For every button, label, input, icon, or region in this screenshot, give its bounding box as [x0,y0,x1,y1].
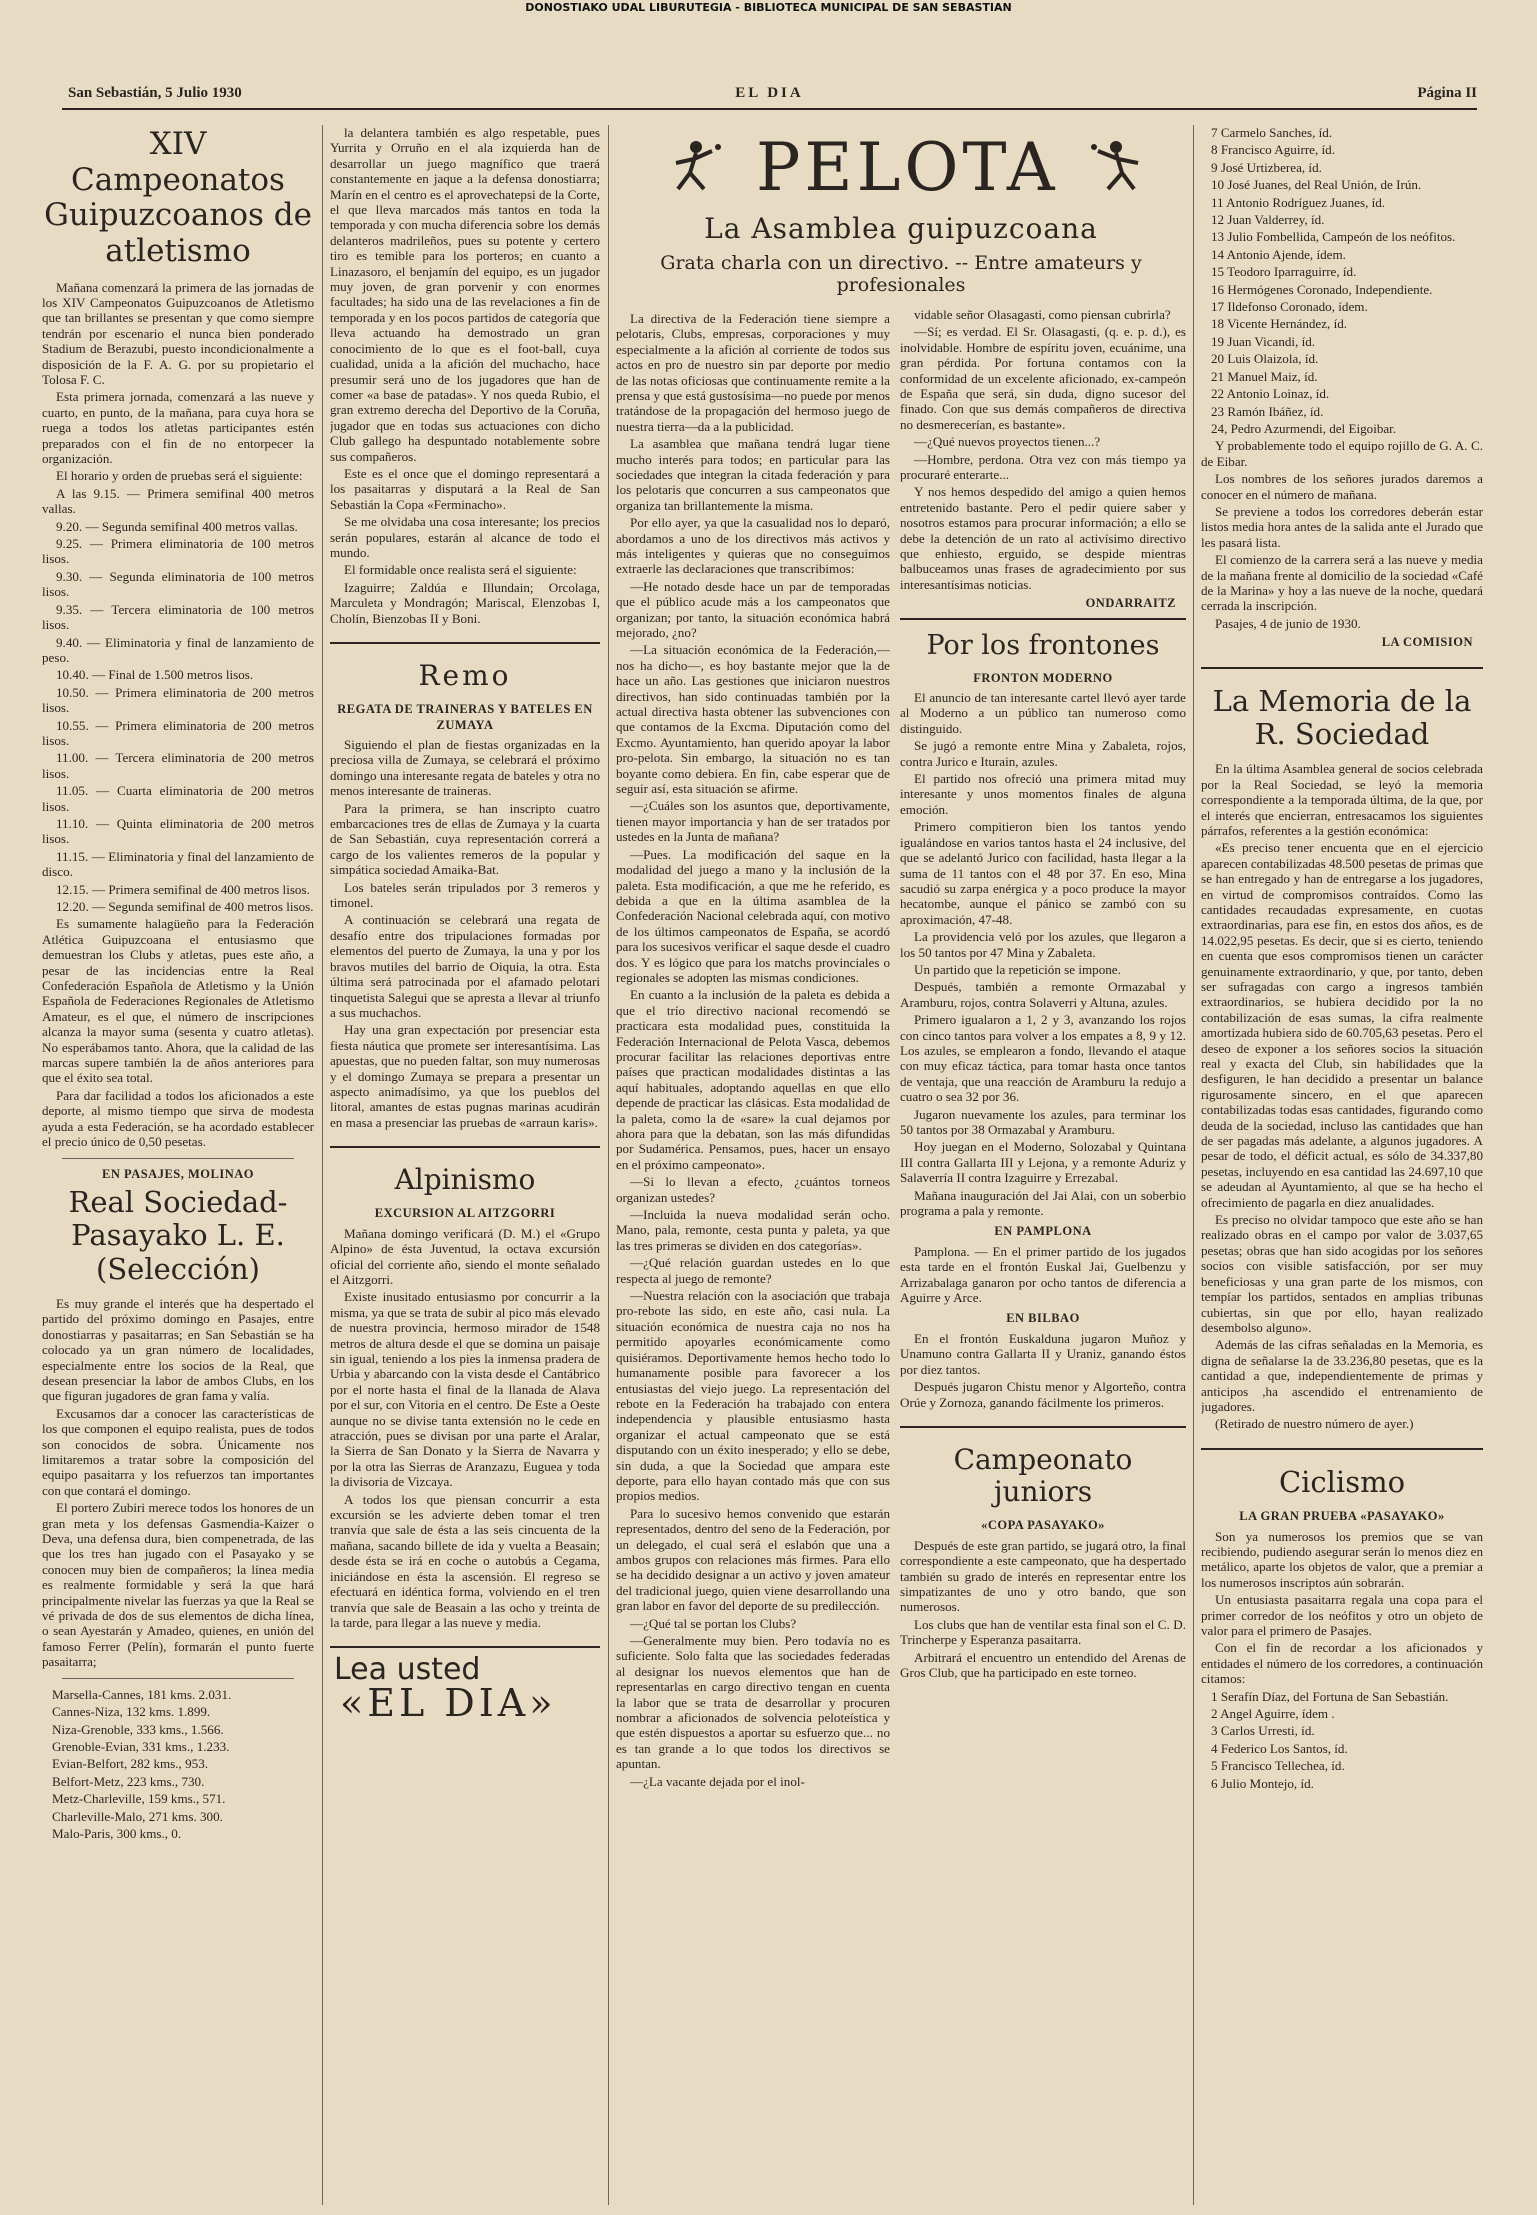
paragraph: Son ya numerosos los premios que se van recibiendo, pudiendo asegurar serán lo menos diez en metálico, aparte los objetos de valor, que a premiar a los numerosos inscriptos aún sobrarán. [1201,1528,1483,1590]
paragraph: Pasajes, 4 de junio de 1930. [1215,615,1361,631]
paragraph: El partido nos ofreció una primera mitad muy interesante y unos momentos finales de alguna emoción. [900,771,1186,817]
paragraph: Por ello ayer, ya que la casualidad nos lo deparó, abordamos a uno de los directivos más activos y más inteligentes y quieras que no conseguimos extraerle las declaraciones que transcribimos: [616,515,890,577]
list-line: 20 Luis Olaizola, íd. [1211,351,1319,367]
frontones-section [900,618,1186,1410]
paragraph: A continuación se celebrará una regata de desafío entre dos tripulaciones formadas por elementos del puerto de Zumaya, la una y por los bravos mutiles del barrio de Oiquia, la otra. Esta última será patrocinada por el afamado pelotari tinquetista Salegui que se apresta a llevar al triunfo a sus muchachos. [330,912,600,1020]
list-line: 13 Julio Fombellida, Campeón de los neófitos. [1211,229,1456,245]
runner-list-continued [1201,125,1483,436]
paragraph: La asamblea que mañana tendrá lugar tiene mucho interés para todos; en particular para las sociedades que integran la citada federación y para los pelotaris que concurren a sus campeonatos que organiza tan brillantemente la misma. [616,436,890,513]
list-line: 5 Francisco Tellechea, íd. [1211,1758,1345,1774]
list-line: 6 Julio Montejo, íd. [1211,1775,1314,1791]
subhead-pamplona: EN PAMPLONA [994,1224,1092,1239]
paragraph: —Generalmente muy bien. Pero todavía no es suficiente. Solo falta que las sociedades federadas al designar los nuevos elementos que han de representarlas en cargo directivo tengan en cuenta la labor que se trata de desarrollar y procuren nombrar a aficionados de solvencia peloteística y que estén dispuestos a aportar su esfuerzo que... no es tan grande a lo que todos los directivos se apuntan. [616,1633,890,1772]
list-line: Metz-Charleville, 159 kms., 571. [52,1791,226,1807]
article-body-bilbao [900,1331,1186,1410]
article-title-juniors: Campeonato juniors [953,1442,1133,1509]
paragraph: En el frontón Euskalduna jugaron Muñoz y Unamuno contra Gallarta II y Uraniz, ganando éstos por diez tantos. [900,1330,1186,1377]
byline-signature: ONDARRAITZ [1085,596,1176,611]
paragraph: Es sumamente halagüeño para la Federación Atlética Guipuzcoana el entusiasmo que demuestran los Clubs y atletas, pues este año, a pesar de las incidencias entre la Real Confederación Española de Atletismo y la Unión Española de Federaciones Regionales de Atletismo Amateur, es el que, el número de inscripciones alcanza la mayor suma (sesenta y cuatro atletas). No esperábamos tanto. Ahora, que la calidad de las marcas supere también la de años anteriores para que el éxito sea total. [42,916,314,1086]
article-title-alpinismo: Alpinismo [394,1163,536,1197]
list-line: Malo-Paris, 300 kms., 0. [52,1825,182,1841]
paragraph: 9.20. — Segunda semifinal 400 metros vallas. [56,518,298,534]
paragraph: El horario y orden de pruebas será el siguiente: [56,468,303,484]
paragraph: —Incluida la nueva modalidad serán ocho. Mano, pala, remonte, cesta punta y paleta, ya que las tres primeras se dividen en dos categorías». [616,1207,890,1253]
paragraph: Para la primera, se han inscripto cuatro embarcaciones tres de ellas de Zumaya y la cuarta de San Sebastián, cuya representación correrá a cargo de los valientes remeros de la popular y simpática sociedad Amaika-Bat. [330,800,600,878]
article-body-remo [330,737,600,1130]
article-title-memoria: La Memoria de la R. Sociedad [1212,683,1472,751]
paragraph: Después de este gran partido, se jugará otro, la final correspondiente a este campeonato, que ha despertado también su grado de interés en representar entre los simpatizantes de uno y otro bando, que son numerosos. [900,1537,1186,1615]
paragraph: Mañana comenzará la primera de las jornadas de los XIV Campeonatos Guipuzcoanos de Atletismo que tan brillantes se presentan y que como siempre tendrán por escenario el nunca bien ponderado Stadium de Berazubi, puesto incondicionalmente a disposición de la F. A. G. por su propietario el Tolosa F. C. [42,279,314,387]
section-kicker: EN PASAJES, MOLINAO [102,1166,254,1181]
runner-list [1201,1689,1483,1791]
article-body-juniors [900,1538,1186,1681]
paragraph: La directiva de la Federación tiene siempre a pelotaris, Clubs, empresas, corporaciones y muy especialmente a la afición al corriente de todos sus actos en pro de nuestro sin par deporte por medio de las notas oficiosas que continuamente remite a la prensa y que está gustosísima—no puede por menos tratándose de la propagación del hermoso juego de nuestra tierra—da a la publicidad. [616,310,890,434]
list-line: 22 Antonio Loinaz, íd. [1211,386,1330,402]
list-line: Grenoble-Evian, 331 kms., 1.233. [52,1738,230,1754]
memoria-section [1201,667,1483,1432]
paragraph: Los nombres de los señores jurados daremos a conocer en el número de mañana. [1201,471,1483,502]
byline-signature: LA COMISION [1381,635,1473,650]
paragraph: —La situación económica de la Federación,—nos ha dicho—, es hoy bastante mejor que la de hace un año. Las gestiones que iniciaron nuestros directivos, han sido continuadas también por la actual directiva hasta obtener las subvenciones con que contamos de la Excma. Diputación como del Excmo. Ayuntamiento, han querido apoyar la labor pro-pelota. Sin embargo, la situación no es tan boyante como debiera. En fin, cabe esperar que de seguir así, esta situación se afirme. [616,642,890,797]
paragraph: Con el fin de recordar a los aficionados y entidades el número de los corredores, a continuación citamos: [1201,1640,1483,1687]
paragraph: Hay una gran expectación por presenciar esta fiesta náutica que promete ser interesantísima. Las apuestas, que no pueden faltar, son muy numerosas y el domingo Zumaya se prepara a presentar un aspecto animadísimo, ya que los pueblos del litoral, amantes de estas pugnas marinas acudirán en masa a presenciar las pruebas de «arraun karis». [330,1022,600,1130]
paragraph: Este es el once que el domingo representará a los pasaitarras y disputará a la Real de San Sebastián la Copa «Ferminacho». [330,465,600,512]
divider [62,1158,294,1159]
paragraph: Es muy grande el interés que ha despertado el partido del próximo domingo en Pasajes, entre donostiarras y pasaitarras; en San Sebastián se ha colocado ya un gran número de localidades, especialmente entre los socios de la Real, que desean presenciar la labor de ambos Clubs, en los que figuran jugadores de gran fama y valía. [42,1295,314,1404]
paragraph: Pamplona. — En el primer partido de los jugados esta tarde en el frontón Euskal Jai, Guelbenzu y Arrizabalaga ganaron por ocho tantos de diferencia a Aguirre y Arce. [900,1243,1186,1306]
subhead-moderno: FRONTON MODERNO [973,670,1113,685]
article-title-real-sociedad: Real Sociedad-Pasayako L. E. (Selección) [68,1184,288,1286]
paragraph: Esta primera jornada, comenzará a las nueve y cuarto, en punto, de la mañana, para cuya hora se ruega a todos los atletas participantes estén preparados con el fin de no entorpecer la organización. [42,389,314,467]
article-body-moderno [900,690,1186,1218]
juniors-section [900,1426,1186,1680]
paragraph: Para lo sucesivo hemos convenido que estarán representados, dentro del seno de la Federación, por un delegado, el cual será el eslabón que una a ambos grupos con relaciones más firmes. Para ello se ha decidido designar a un activo y joven amateur del tradicional juego, quien viene desarrollando una gran labor en favor del deporte de su predilección. [616,1505,890,1614]
list-line: 16 Hermógenes Coronado, Independiente. [1211,281,1433,297]
article-title-frontones: Por los frontones [926,629,1160,661]
section-title-pelota: PELOTA [756,129,1059,206]
list-line: 1 Serafín Díaz, del Fortuna de San Sebastián. [1211,1688,1449,1704]
paragraph: 10.55. — Primera eliminatoria de 200 metros lisos. [42,717,314,748]
list-line: Marsella-Cannes, 181 kms. 2.031. [52,1686,232,1702]
paragraph: 9.40. — Eliminatoria y final de lanzamiento de peso. [42,634,314,665]
subhead-pasayako: LA GRAN PRUEBA «PASAYAKO» [1239,1509,1445,1524]
paragraph: 10.50. — Primera eliminatoria de 200 metros lisos. [42,684,314,716]
column-rule [608,125,609,2205]
paragraph: —¿La vacante dejada por el inol- [630,1773,805,1789]
article-body-continued [330,125,600,626]
paragraph: Los clubs que han de ventilar esta final son el C. D. Trincherpe y Esperanza pasaitarra. [900,1616,1186,1648]
list-line: 14 Antonio Ajende, ídem. [1211,246,1346,262]
paragraph: la delantera también es algo respetable, pues Yurrita y Orruño en el ala izquierda han de desarrollar un juego magnífico que traerá constantemente en jaque a la defensa donostiarra; Marín en el centro es el aprovechatepsi de la Corte, el que lleva marcados más tantos en toda la temporada y con mucha diferencia sobre los demás delanteros madrileños, pues su potente y certero tiro es temible para los porteros; en cuanto a Linazasoro, el benjamín del equipo, es un jugador muy joven, de gran porvenir y con enormes facultades; ha sido una de las revelaciones a fin de temporada y en los pocos partidos de categoría que lleva actuando ha demostrado un gran conocimiento de lo que es el foot-ball, cuya cualidad, unida a la afición del muchacho, hace presumir será uno de los jugadores que han de comer «a base de patadas». Y nos queda Rubio, el gran extremo derecha del Deportivo de la Coruña, jugador que en todas sus actuaciones con dicho Club gallego ha despuntado notablemente sobre sus compañeros. [330,125,600,464]
paragraph: Existe inusitado entusiasmo por concurrir a la misma, ya que se trata de subir al pico más elevado de nuestra provincia, hermoso mirador de 1548 metros de altura desde el que se domina un paisaje sin igual, teniendo a los pies la inmensa pradera de Urbia y abarcando con la vista desde el Cantábrico por el norte hasta el final de la llanada de Alava por el sur, con Vitoria en el centro. De Este a Oeste aunque no se divise tanta extensión no le cede en atracción, pues se divisan por una parte el Aralar, la Sierra de San Donato y la Sierra de Navarra y por la otra las Sierras de Aranzazu, Euguea y toda la divisoria de Vizcaya. [330,1289,600,1490]
paragraph: Hoy juegan en el Moderno, Solozabal y Quintana III contra Gallarta III y Lejona, y a remonte Aduriz y Salaverría II contra Izaguirre y Errezabal. [900,1139,1186,1186]
paragraph: Un partido que la repetición se impone. [914,961,1121,977]
ad-headline: Lea usted [334,1652,481,1688]
paragraph: Un entusiasta pasaitarra regala una copa para el primer corredor de los neófitos y otro un objeto de valor para el primero de Pasajes. [1201,1592,1483,1638]
asamblea-column-b [900,307,1186,2200]
page-header [62,80,1477,110]
column-2 [330,125,600,2200]
issue-date: San Sebastián, 5 Julio 1930 [68,85,242,101]
pelotari-icon [1086,137,1156,197]
paragraph: 12.15. — Primera semifinal de 400 metros lisos. [56,881,310,897]
article-subtitle-asamblea: Grata charla con un directivo. -- Entre amateurs y profesionales [660,252,1142,297]
article-body-real-sociedad [42,1296,314,1670]
ciclismo-section [1201,1448,1483,1791]
paragraph: Mañana inauguración del Jai Alai, con un soberbio programa a pala y remonte. [900,1187,1186,1219]
paragraph: Primero compitieron bien los tantos yendo igualándose en varios tantos hasta el 24 inclusive, del que se adelantó Jurico con facilidad, hasta llegar a la suma de 11 tantos con el 48 por 37. En eso, Mina sacudió su zarpa enérgica y a poco produce la mayor hecatombe, aunque el pánico se zambó con su aproximación, 47-48. [900,819,1186,927]
list-line: 9 José Urtizberea, íd. [1211,159,1322,175]
article-subtitle-aitzgorri: EXCURSION AL AITZGORRI [374,1206,556,1221]
list-line: Belfort-Metz, 223 kms., 730. [52,1773,205,1789]
column-3 [616,125,1186,2200]
pelotari-icon [656,137,726,197]
paragraph: Se previene a todos los corredores deberán estar listos media hora antes de la salida ante el Jurado que les pasará lista. [1201,503,1483,550]
article-body-pamplona [900,1244,1186,1306]
paragraph: La providencia veló por los azules, que llegaron a los 50 tantos por 47 Mina y Zabaleta. [900,929,1186,960]
paragraph: Excusamos dar a conocer las características de los que componen el equipo realista, pues de todos son conocidos de sobra. Únicamente nos limitaremos a tratar sobre la composición del equipo pasaitarra y los refuerzos tan importantes con que contará el domingo. [42,1405,314,1498]
list-line: Evian-Belfort, 282 kms., 953. [52,1756,209,1772]
list-line: 4 Federico Los Santos, íd. [1211,1740,1348,1756]
subhead-bilbao: EN BILBAO [1006,1311,1080,1326]
alpinismo-section [330,1146,600,1630]
paragraph: 9.25. — Primera eliminatoria de 100 metros lisos. [42,536,314,567]
paragraph: —Pues. La modificación del saque en la modalidad del juego a mano y la inclusión de la paleta. Esta modificación, a que me he referido, es debida a que en la última asamblea de la Confederación Nacional celebrada aquí, con motivo de los últimos campeonatos de España, se acordó para los sucesivos verificar el saque desde el cuadro dos. Y es lógico que para los matchs provinciales o regionales se adopten las mismas condiciones. [616,846,890,985]
article-body-memoria [1201,761,1483,1431]
article-body-ciclismo [1201,1529,1483,1687]
paragraph: Arbitrará el encuentro un entendido del Arenas de Gros Club, que ha participado en este torneo. [900,1649,1186,1680]
newspaper-name: EL DIA [735,85,804,101]
paragraph: Además de las cifras señaladas en la Memoria, es digna de señalarse la de 33.236,80 pesetas, que es la cantidad a que, independientemente de primas y anticipos ,ha ascendido el entrenamiento de jugadores. [1201,1337,1483,1414]
advertisement [330,1646,600,1725]
asamblea-column-a [616,311,890,2200]
list-line: 19 Juan Vicandi, íd. [1211,333,1316,349]
paragraph: El formidable once realista será el siguiente: [344,562,577,578]
paragraph: —Sí; es verdad. El Sr. Olasagasti, (q. e. p. d.), es inolvidable. Hombre de espíritu joven, ecuánime, una gran pérdida. Por fortuna contamos con la conformidad de un excelente aficionado, ex-campeón de España que será, sin duda, digno sucesor del finado. Con que sus demás compañeros de directiva no desmerecerían, es bastante». [900,324,1186,432]
list-line: 11 Antonio Rodríguez Juanes, íd. [1211,194,1386,210]
list-line: Cannes-Niza, 132 kms. 1.899. [52,1704,211,1720]
paragraph: —¿Qué nuevos proyectos tienen...? [914,434,1101,450]
article-body-atletismo [42,280,314,1150]
paragraph: Se jugó a remonte entre Mina y Zabaleta, rojos, contra Jurico e Iturain, azules. [900,738,1186,769]
list-line: 12 Juan Valderrey, íd. [1211,212,1325,228]
paragraph: Primero igualaron a 1, 2 y 3, avanzando los rojos con cinco tantos para volver a los empates a 8, 9 y 12. Los azules, se emplearon a fondo, llevando el ataque con muy eficaz táctica, para tomar hasta once tantos de ventaja, que una reacción de Aramburu la redujo a cuatro o sea 32 por 36. [900,1012,1186,1105]
paragraph: Después jugaron Chistu menor y Algorteño, contra Orúe y Zornoza, ganando fácilmente los primeros. [900,1379,1186,1410]
paragraph: —Hombre, perdona. Otra vez con más tiempo ya procuraré enterarte... [900,451,1186,482]
paragraph: 11.15. — Eliminatoria y final del lanzamiento de disco. [42,848,314,880]
paragraph: vidable señor Olasagasti, como piensan cubrirla? [914,306,1171,322]
article-title-remo: Remo [418,659,512,692]
list-line: 23 Ramón Ibáñez, íd. [1211,403,1324,419]
paragraph: Mañana domingo verificará (D. M.) el «Grupo Alpino» de ésta Juventud, la octava excursión oficial del corriente año, siendo el monte señalado el Aitzgorri. [330,1225,600,1287]
paragraph: 10.40. — Final de 1.500 metros lisos. [56,667,254,683]
paragraph: 11.00. — Tercera eliminatoria de 200 metros lisos. [42,750,314,781]
paragraph: En la última Asamblea general de socios celebrada por la Real Sociedad, se leyó la memoria correspondiente a la temporada última, de la que, por el interés que encierran, entresacamos los siguientes párrafos, referentes a la gestión económica: [1201,761,1483,838]
page-number: Página II [1417,85,1477,101]
paragraph: —Nuestra relación con la asociación que trabaja pro-rebote las sido, en este año, casi nula. La situación económica de nuestra caja no nos ha permitido apoyarles económicamente como quisiéramos. Deportivamente hemos hecho todo lo humanamente posible para favorecer a los entusiastas del viejo juego. La representación del rebote en la Federación ha trabajado con entera independencia y plausible entusiasmo hasta organizar el actual campeonato que se está disputando con un éxito inesperado; y ello se debe, sin duda, a que la Sociedad que ampara este deporte, para ello hayan contado más que con sus propios medios. [616,1288,890,1504]
column-rule [1193,125,1194,2205]
paragraph: —¿Qué relación guardan ustedes en lo que respecta al juego de remonte? [616,1255,890,1286]
article-title-ciclismo: Ciclismo [1278,1464,1406,1499]
paragraph: «Es preciso tener encuenta que en el ejercicio aparecen contabilizadas 48.500 pesetas de primas que se han entregado y han de entregarse a los jugadores, en virtud de compromisos contraídos. Como las cantidades recaudadas expresamente, en cuotas extraordinarias, para ese fin, en estos dos años, es de 14.022,95 pesetas. Es decir, que si es cierto, teniendo en cuenta que esos compromisos tienen un carácter genuinamente extraordinario, y que, por tanto, deben ser sufragadas con cargo a ingresos también extraordinarios, se hubiera decidido por la no contabilización de esas sumas, la cifra realmente amortizada hubiera sido de 60.705,63 pesetas. Pero el deseo de exponer a los señores socios la situación real y exacta del Club, sin habilidades que la desfiguren, le han decidido a presentar un balance rigurosamente sincero, en el que aparecen contabilizadas todas esas cantidades, figurando como deuda de la sociedad, incluso las cantidades que han de ser pagadas más adelante, a algunos jugadores. A pesar de todo, el déficit actual, es sólo de 34.337,80 pesetas, incluyendo en esa cantidad las 24.697,10 que se adeudan al Ayuntamiento, al que se ha hecho el ofrecimiento de pagarla en diez anualidades. [1201,840,1483,1210]
list-line: 10 José Juanes, del Real Unión, de Irún. [1211,177,1422,193]
paragraph: —¿Cuáles son los asuntos que, deportivamente, tienen mayor importancia y han de ser tratados por ustedes en la Junta de mañana? [616,798,890,845]
paragraph: Los bateles serán tripulados por 3 remeros y timonel. [330,879,600,911]
paragraph: Para dar facilidad a todos los aficionados a este deporte, al mismo tiempo que sirva de modesta ayuda a esta Federación, se ha acordado establecer el precio único de 0,50 pesetas. [42,1087,314,1150]
archive-watermark: DONOSTIAKO UDAL LIBURUTEGIA - BIBLIOTECA MUNICIPAL DE SAN SEBASTIAN [525,1,1012,14]
paragraph: El comienzo de la carrera será a las nueve y media de la mañana frente al domicilio de la sociedad «Café de la Marina» y hoy a las nueve de la noche, quedará cerrada la inscripción. [1201,552,1483,614]
paragraph: Y probablemente todo el equipo rojillo de G. A. C. de Eibar. [1201,438,1483,469]
paragraph: 9.35. — Tercera eliminatoria de 100 metros lisos. [42,601,314,633]
list-line: 7 Carmelo Sanches, íd. [1211,125,1333,140]
list-line: Niza-Grenoble, 333 kms., 1.566. [52,1721,224,1737]
paragraph: El anuncio de tan interesante cartel llevó ayer tarde al Moderno a un público tan numeroso como distinguido. [900,690,1186,736]
paragraph: Jugaron nuevamente los azules, para terminar los 50 tantos por 38 Ormazabal y Aramburu. [900,1106,1186,1138]
ad-paper-name: «EL DIA» [340,1680,557,1725]
article-subtitle-regata: REGATA DE TRAINERAS Y BATELES EN ZUMAYA [337,702,593,732]
paragraph: A las 9.15. — Primera semifinal 400 metros vallas. [42,485,314,517]
list-line: Charleville-Malo, 271 kms. 300. [52,1808,223,1824]
column-4 [1201,125,1483,2200]
article-title-asamblea: La Asamblea guipuzcoana [704,212,1098,245]
list-line: 3 Carlos Urresti, íd. [1211,1723,1315,1739]
pelota-body [616,306,1186,2200]
article-body-asamblea-cont [900,307,1186,592]
article-body-pasajes [1201,438,1483,631]
list-line: 21 Manuel Maiz, íd. [1211,368,1318,384]
list-line: 2 Angel Aguirre, ídem . [1211,1705,1335,1721]
list-line: 17 Ildefonso Coronado, ídem. [1211,299,1368,315]
paragraph: Es preciso no olvidar tampoco que este año se han realizado obras en el campo por valor de 3.037,65 pesetas; obras que han sido acogidas por los señores socios con visible satisfacción, por ser muy beneficiosas y una gran parte de los mismos, con tempíar los partidos, sentados en amplias tribunas cubiertas, sin que por ello, hayan realizado desembolso alguno». [1201,1212,1483,1335]
paragraph: Y nos hemos despedido del amigo a quien hemos entretenido bastante. Pero el pedir quiere saber y nosotros estamos para procurar información; a ello se debe la detención de un rato al activísimo directivo que enhiesto, erguido, se despide mientras balbuceamos unas frases de agradecimiento por sus interesantísimas noticias. [900,484,1186,592]
list-line: 15 Teodoro Iparraguirre, íd. [1211,264,1357,280]
paragraph: —He notado desde hace un par de temporadas que el público acude más a los campeonatos que organizan; por tanto, la situación económica habrá mejorado, ¿no? [616,578,890,640]
divider [62,1678,294,1679]
list-line: 18 Vicente Hernández, íd. [1211,316,1348,332]
paragraph: —¿Qué tal se portan los Clubs? [630,1615,797,1631]
article-title-atletismo: XIV Campeonatos Guipuzcoanos de atletismo [44,126,312,269]
subhead-copa: «COPA PASAYAKO» [981,1518,1105,1533]
stage-list [42,1687,314,1842]
column-1 [42,125,314,2200]
pelota-masthead [616,125,1186,211]
paragraph: Se me olvidaba una cosa interesante; los precios serán populares, estarán al alcance de todo el mundo. [330,514,600,560]
paragraph: 11.10. — Quinta eliminatoria de 200 metros lisos. [42,815,314,847]
paragraph: Después, también a remonte Ormazabal y Aramburu, rojos, contra Solaverri y Altuna, azules. [900,979,1186,1010]
list-line: 24, Pedro Azurmendi, del Eigoibar. [1211,420,1397,436]
remo-section [330,642,600,1130]
paragraph: Izaguirre; Zaldúa e Illundain; Orcolaga, Marculeta y Mondragón; Mariscal, Elenzobas I, Cholín, Bienzobas II y Boni. [330,579,600,626]
paragraph: Siguiendo el plan de fiestas organizadas en la preciosa villa de Zumaya, se celebrará el próximo domingo una interesante regata de bateles y otra no menos interesante de traineras. [330,737,600,799]
article-body-alpinismo [330,1226,600,1631]
paragraph: El portero Zubiri merece todos los honores de un gran meta y los defensas Gasmendia-Kaizer o Deva, una defensa dura, bien compenetrada, de las que los tres han jugado con el Pasayako y se conocen muy bien de compañeros; la línea media es realmente formidable y será la que hará principalmente nivelar las fuerzas ya que la Real se vé privada de dos de sus elementos de dicha línea, o sean Ayestarán y Amadeo, quienes, en unión del famoso Ferrer (Pelín), formarán el punto fuerte pasaitarra; [42,1500,314,1670]
paragraph: —Si lo llevan a efecto, ¿cuántos torneos organizan ustedes? [616,1174,890,1205]
paragraph: 9.30. — Segunda eliminatoria de 100 metros lisos. [42,568,314,600]
paragraph: (Retirado de nuestro número de ayer.) [1215,1416,1414,1432]
paragraph: 12.20. — Segunda semifinal de 400 metros lisos. [56,899,314,914]
column-rule [322,125,323,2205]
paragraph: En cuanto a la inclusión de la paleta es debida a que el trío directivo nacional recomendó se practicara esta modalidad pues, constituida la Federación Internacional de Pelota Vasca, debemos procurar facilitar las relaciones deportivas entre países que practican modalidades distintas a las aquí habituales, adoptando aquellas en que ello depende de practicar las clásicas. Esta modalidad de la paleta, como la de «sare» la cual dejamos por ahora para que la debatan, son las más difundidas por Sudamérica. Pensamos, pues, hacer un ensayo en el próximo campeonato». [616,987,890,1172]
paragraph: A todos los que piensan concurrir a esta excursión se les advierte deben tomar el tren tranvía que sale de ésta a las seis cincuenta de la mañana, sacando billete de ida y vuelta a Beasain; desde ésta se irá en coche o autobús a Cegama, iniciándose en ésta la ascensión. El regreso se efectuará en idéntica forma, volviendo en el tren tranvía que sale de Beasain a las ocho y treinta de la tarde, para llegar a las nueve y media. [330,1491,600,1630]
paragraph: 11.05. — Cuarta eliminatoria de 200 metros lisos. [42,783,314,814]
list-line: 8 Francisco Aguirre, íd. [1211,142,1336,158]
